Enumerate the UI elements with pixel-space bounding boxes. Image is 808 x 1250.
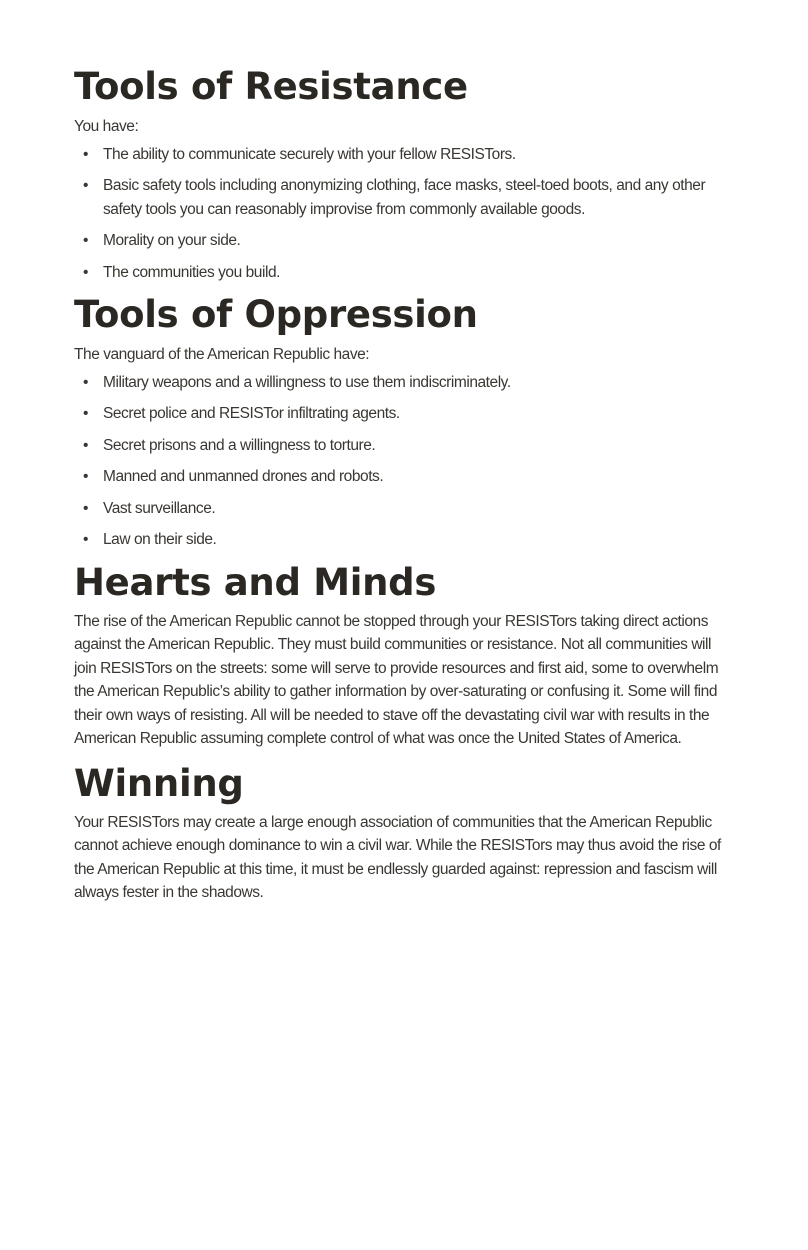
list-item: • Secret prisons and a willingness to torture. [74, 434, 736, 458]
heading-winning: Winning [74, 761, 244, 805]
resistance-list [74, 143, 736, 285]
winning-paragraph: Your RESISTors may create a large enough association of communities that the American Republic cannot achieve enough dominance to win a civil war. While the RESISTors may thus avoid the rise of the American Republic at this time, it must be endlessly guarded against: repression and fascism will always fester in the shadows. [74, 813, 721, 901]
resistance-intro: You have: [74, 118, 139, 135]
list-item: • Military weapons and a willingness to use them indiscriminately. [74, 371, 736, 395]
list-item: • Vast surveillance. [74, 497, 736, 521]
document-page [74, 64, 736, 915]
list-item: • The ability to communicate securely with your fellow RESISTors. [74, 143, 736, 167]
list-item: • Law on their side. [74, 528, 736, 552]
oppression-intro: The vanguard of the American Republic have: [74, 346, 370, 363]
list-item: • Morality on your side. [74, 229, 736, 253]
heading-tools-of-resistance: Tools of Resistance [74, 65, 468, 108]
section-tools-of-oppression [74, 292, 736, 552]
heading-hearts-and-minds: Hearts and Minds [74, 560, 437, 604]
section-hearts-and-minds [74, 560, 736, 751]
list-item: • Basic safety tools including anonymizing clothing, face masks, steel-toed boots, and any other safety tools you can reasonably improvise from commonly available goods. [74, 174, 736, 221]
list-item: • Manned and unmanned drones and robots. [74, 465, 736, 489]
list-item: • Secret police and RESISTor infiltrating agents. [74, 402, 736, 426]
heading-tools-of-oppression: Tools of Oppression [74, 293, 478, 336]
section-winning [74, 761, 736, 905]
section-tools-of-resistance [74, 64, 736, 284]
hearts-and-minds-paragraph: The rise of the American Republic cannot be stopped through your RESISTors taking direct actions against the American Republic. They must build communities or resistance. Not all communities will join RESISTors on the streets: some will serve to provide resources and first aid, some to overwhelm the American Republic’s ability to gather information by over-saturating or confusing it. Some will find their own ways of resisting. All will be needed to stave off the devastating civil war with results in the American Republic assuming complete control of what was once the United States of America. [74, 612, 719, 747]
list-item: • The communities you build. [74, 261, 736, 285]
oppression-list [74, 371, 736, 552]
